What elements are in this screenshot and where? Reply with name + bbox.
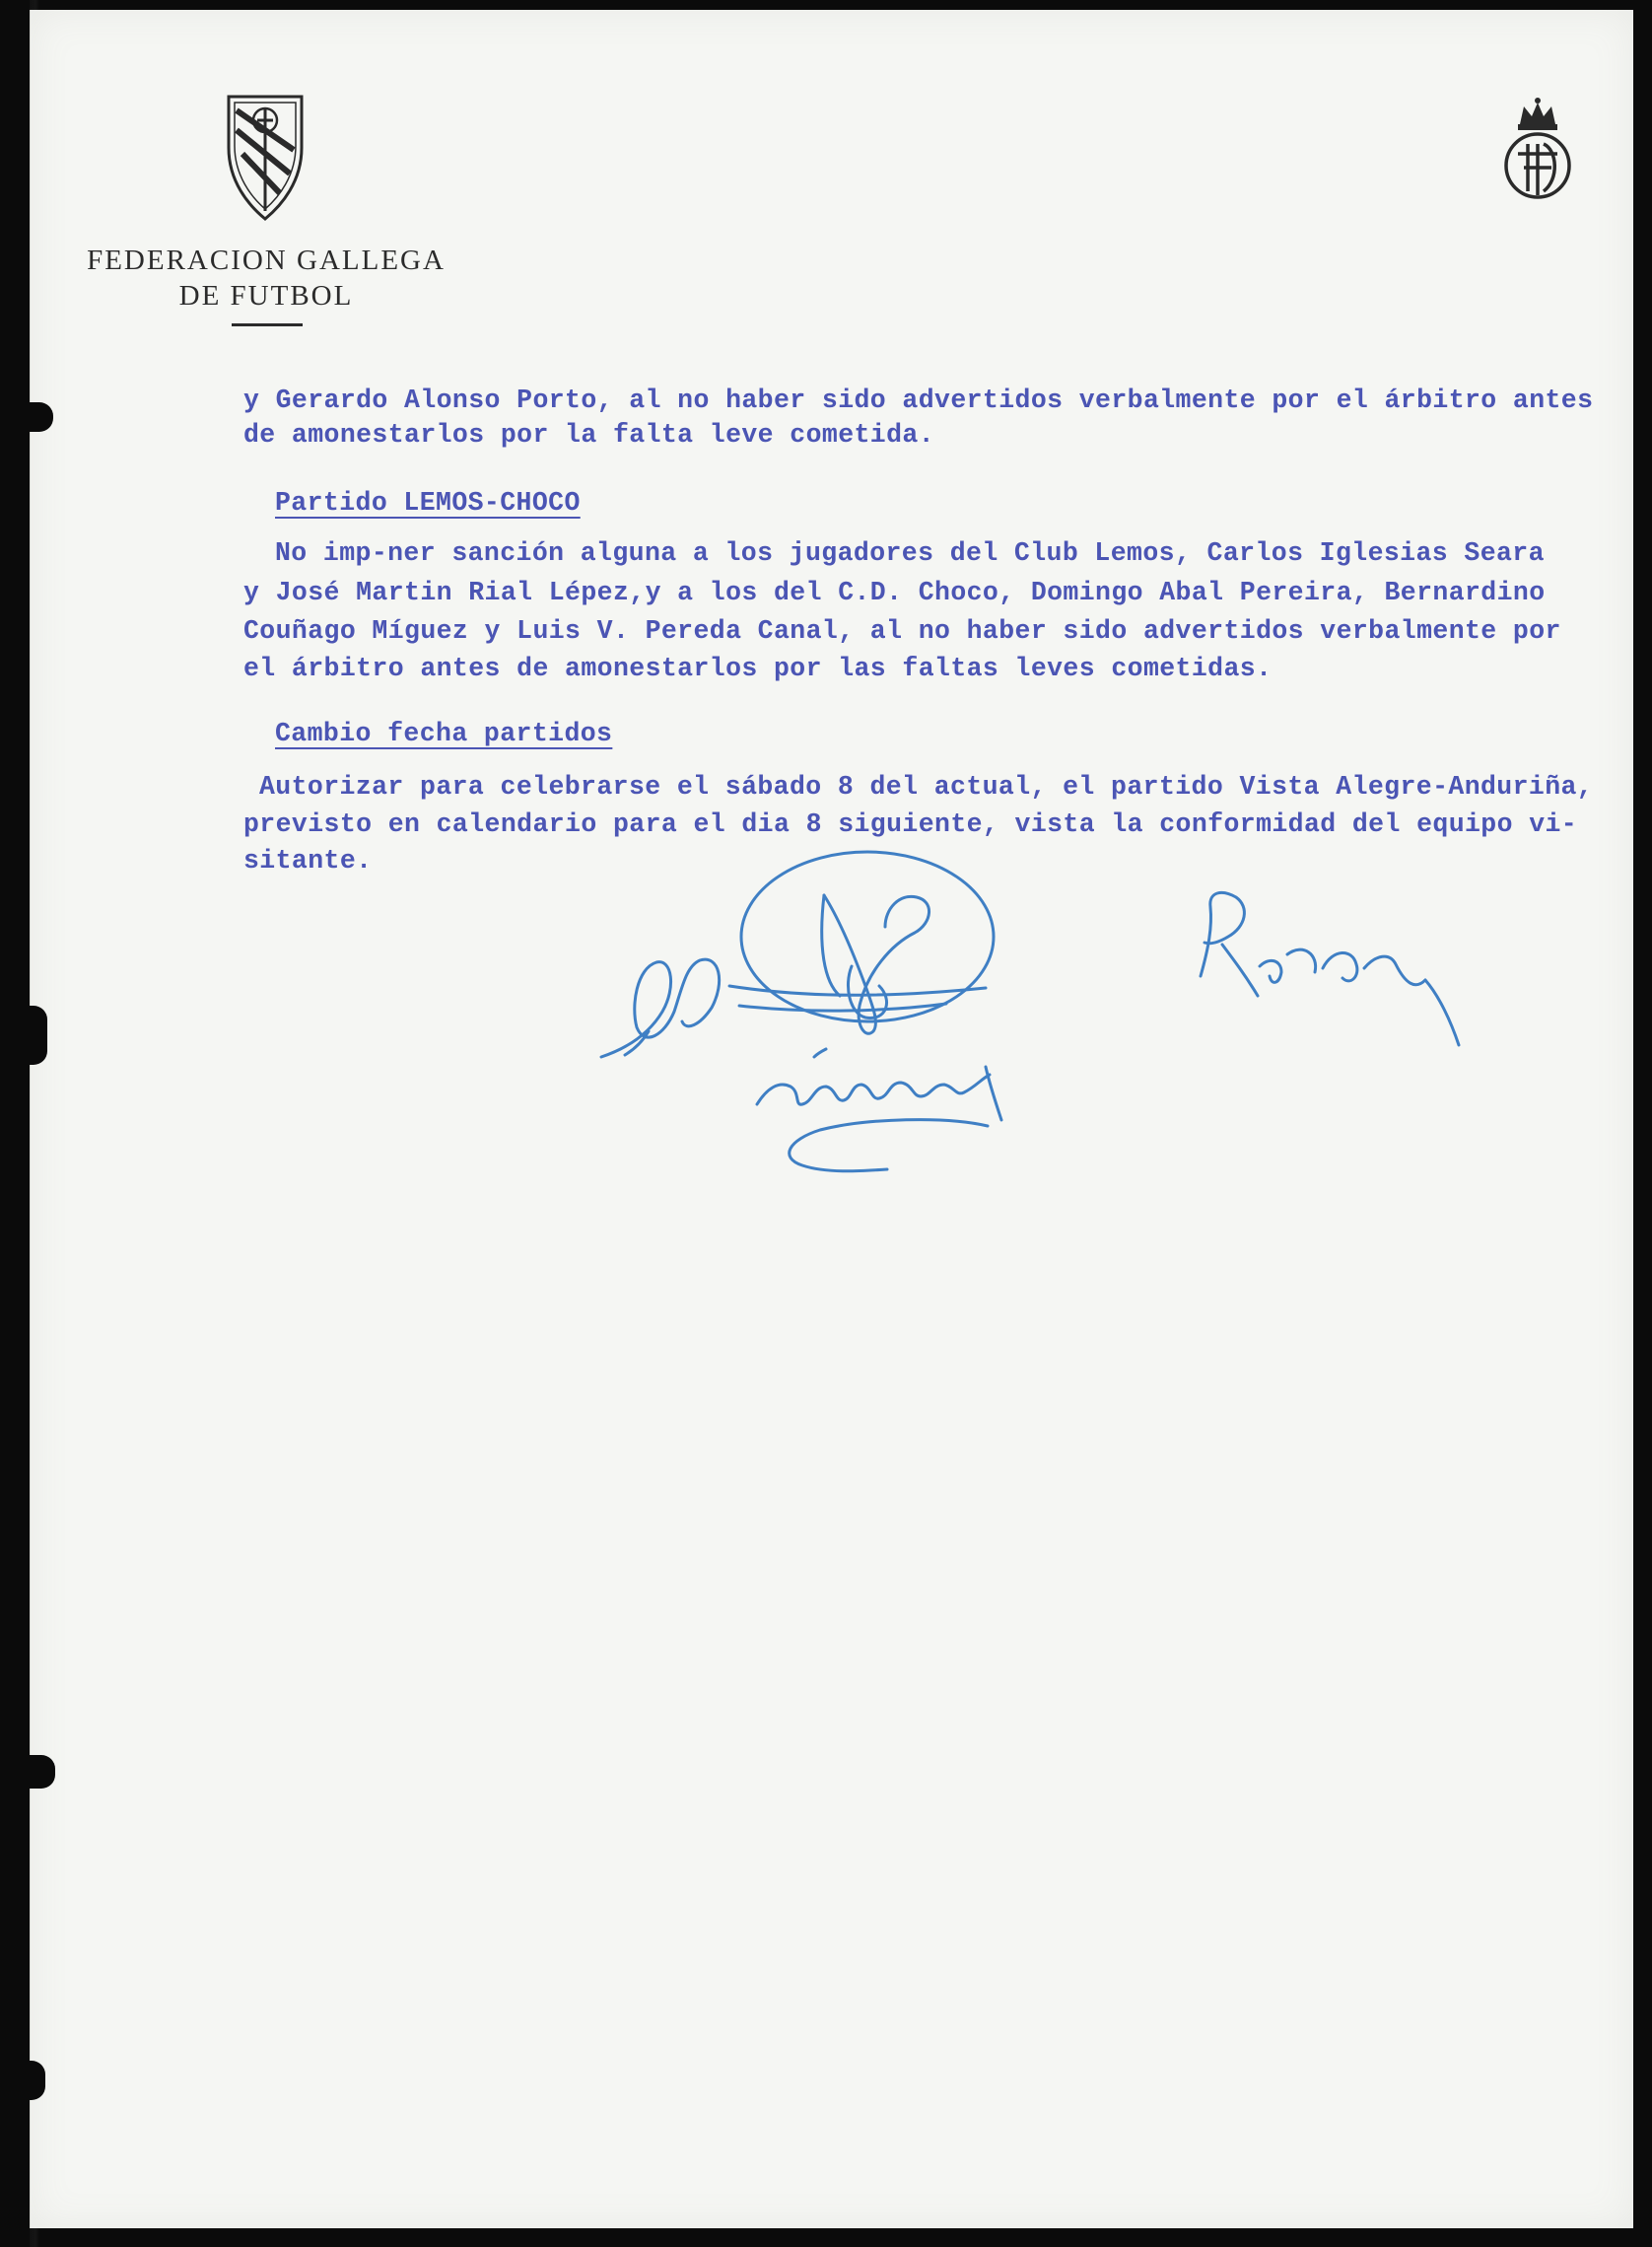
body-text-line: Autorizar para celebrarse el sábado 8 del actual, el partido Vista Alegre-Anduriña,: [259, 772, 1594, 802]
punch-hole: [26, 2061, 45, 2100]
body-text-line: sitante.: [243, 846, 373, 876]
body-text-line: previsto en calendario para el dia 8 siguiente, vista la conformidad del equipo vi-: [243, 809, 1578, 839]
punch-hole: [26, 1006, 47, 1065]
letterhead-divider: [232, 323, 303, 326]
punch-hole: [26, 402, 53, 432]
section-heading-lemos-choco: Partido LEMOS-CHOCO: [275, 488, 581, 518]
signature-2: [729, 852, 994, 1033]
body-text-line: No imp-ner sanción alguna a los jugadores del Club Lemos, Carlos Iglesias Seara: [275, 538, 1545, 568]
body-text-line: y José Martin Rial Lépez,y a los del C.D. Choco, Domingo Abal Pereira, Bernardino: [243, 578, 1546, 607]
body-text-line: el árbitro antes de amonestarlos por las faltas leves cometidas.: [243, 654, 1273, 683]
letterhead: [69, 243, 463, 314]
signature-4: [757, 1049, 1001, 1171]
section-heading-cambio-fecha: Cambio fecha partidos: [275, 719, 613, 748]
punch-hole: [26, 1755, 55, 1789]
body-text-line: y Gerardo Alonso Porto, al no haber sido advertidos verbalmente por el árbitro antes: [243, 386, 1594, 415]
signature-1: [601, 959, 720, 1057]
signature-3: [1201, 892, 1459, 1045]
federation-shield-icon: [225, 91, 306, 223]
letterhead-line-1: FEDERACION GALLEGA: [87, 245, 446, 276]
handwritten-signatures: [591, 838, 1557, 1213]
body-text-line: Couñago Míguez y Luis V. Pereda Canal, al no haber sido advertidos verbalmente por: [243, 616, 1561, 646]
royal-crown-crest-icon: [1498, 95, 1577, 203]
body-text-line: de amonestarlos por la falta leve cometida.: [243, 420, 935, 450]
letterhead-line-2: DE FUTBOL: [178, 280, 354, 312]
